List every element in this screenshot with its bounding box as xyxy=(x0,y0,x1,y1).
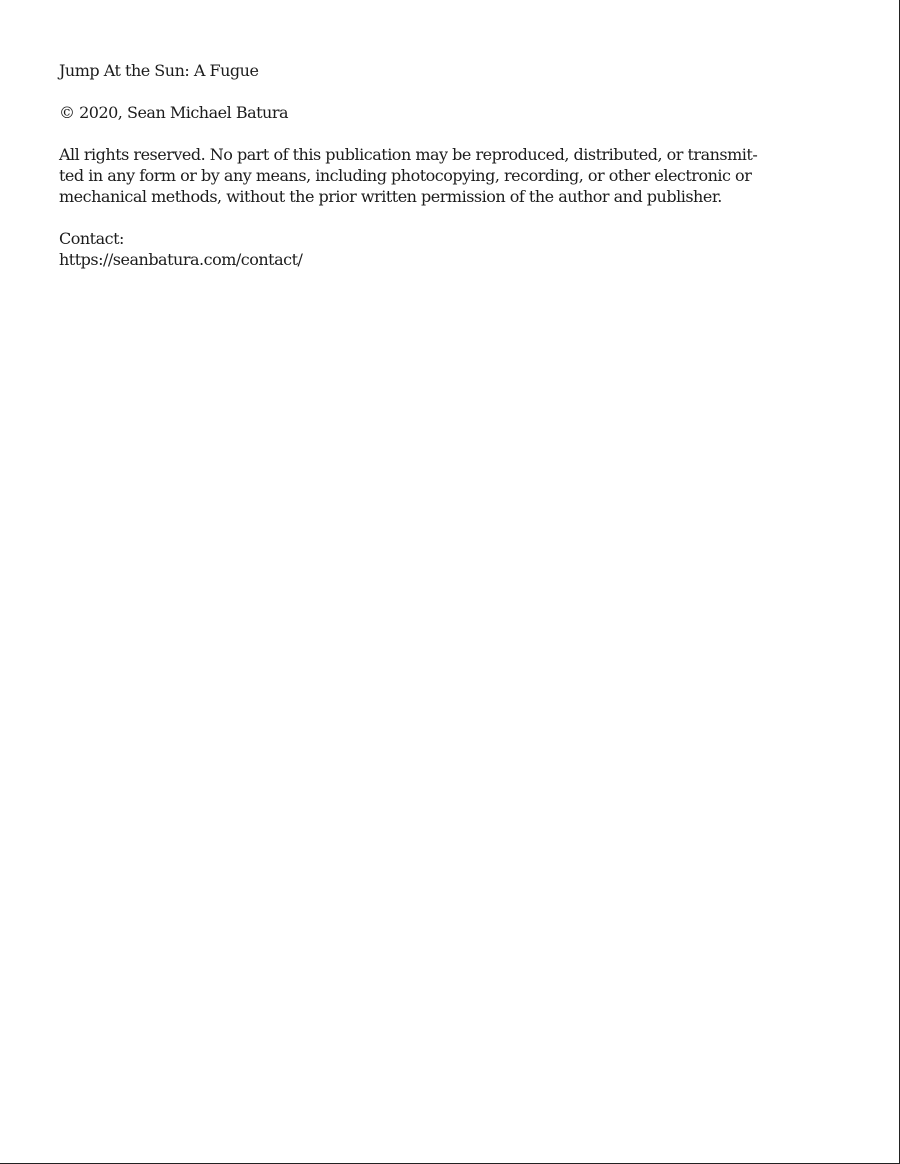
contact-block xyxy=(59,228,829,270)
copyright-block xyxy=(59,102,829,123)
copyright-page-content xyxy=(59,60,829,270)
rights-line: ted in any form or by any means, including photocopying, recording, or other electronic or xyxy=(59,166,752,185)
rights-line: All rights reserved. No part of this publication may be reproduced, distributed, or transmit- xyxy=(59,145,758,164)
contact-url: https://seanbatura.com/contact/ xyxy=(59,250,303,269)
title-block xyxy=(59,60,829,81)
book-title: Jump At the Sun: A Fugue xyxy=(59,61,259,80)
rights-line: mechanical methods, without the prior written permission of the author and publisher. xyxy=(59,187,722,206)
contact-label: Contact: xyxy=(59,229,124,248)
rights-paragraph xyxy=(59,144,829,207)
copyright-notice: © 2020, Sean Michael Batura xyxy=(59,103,289,122)
